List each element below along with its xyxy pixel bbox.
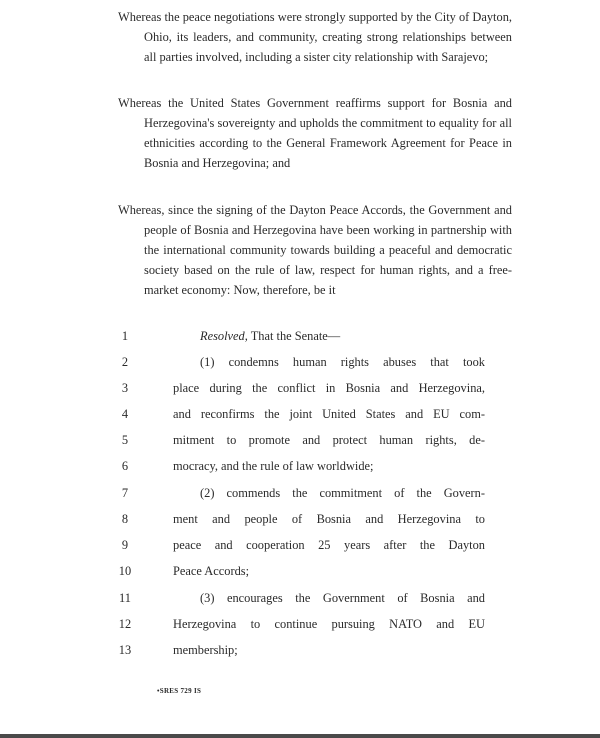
line-number: 5 (121, 433, 129, 447)
whereas-clause-partnership: Whereas, since the signing of the Dayton Peace Accords, the Government and people of Bosnia and Herzegovina have been working in partnership with the international community towards building a peaceful and democratic society based on the rule of law, respect for human rights, and a free-market economy: Now, therefore, be it (118, 203, 512, 297)
line-text: peace and cooperation 25 years after the Dayton (173, 538, 485, 552)
resolved-text: That the Senate— (250, 329, 341, 343)
line-text (200, 326, 485, 346)
line-text: Herzegovina to continue pursuing NATO and EU (173, 617, 485, 631)
line-number: 12 (118, 617, 132, 631)
resolution-line (0, 509, 600, 529)
resolution-line (0, 352, 600, 372)
line-number: 10 (118, 564, 132, 578)
line-text: (1) condemns human rights abuses that took (200, 355, 485, 369)
line-text: mocracy, and the rule of law worldwide; (173, 459, 374, 473)
resolution-line (0, 614, 600, 634)
resolution-line (0, 456, 600, 476)
line-text: membership; (173, 643, 238, 657)
line-text: (3) encourages the Government of Bosnia and (200, 591, 485, 605)
line-number: 6 (121, 459, 129, 473)
line-text: place during the conflict in Bosnia and Herzegovina, (173, 381, 485, 395)
line-number: 9 (121, 538, 129, 552)
line-number: 2 (121, 355, 129, 369)
resolution-line (0, 483, 600, 503)
resolution-line (0, 588, 600, 608)
line-number: 1 (121, 329, 129, 343)
line-text: mitment to promote and protect human rights, de- (173, 433, 485, 447)
resolution-line (0, 535, 600, 555)
line-number: 3 (121, 381, 129, 395)
line-number: 4 (121, 407, 129, 421)
document-footer-id: •SRES 729 IS (157, 687, 202, 695)
line-number: 13 (118, 643, 132, 657)
whereas-clause-dayton-support: Whereas the peace negotiations were strongly supported by the City of Dayton, Ohio, its leaders, and community, creating strong relationships between all parties involved, including a sister city relationship with Sarajevo; (118, 10, 512, 64)
resolution-line (0, 561, 600, 581)
page-bottom-edge (0, 734, 600, 738)
line-text: Peace Accords; (173, 564, 250, 578)
line-text: (2) commends the commitment of the Govern- (200, 486, 485, 500)
line-number: 11 (119, 591, 131, 605)
resolution-line (0, 326, 600, 346)
resolution-line (0, 430, 600, 450)
resolved-label: Resolved, (200, 329, 248, 343)
resolution-line (0, 378, 600, 398)
whereas-clause-sovereignty: Whereas the United States Government reaffirms support for Bosnia and Herzegovina's sovereignty and upholds the commitment to equality for all ethnicities according to the General Framework Agreement for Peace in Bosnia and Herzegovina; and (118, 96, 512, 170)
line-text: ment and people of Bosnia and Herzegovina to (173, 512, 485, 526)
resolution-line (0, 640, 600, 660)
line-text: and reconfirms the joint United States and EU com- (173, 407, 485, 421)
line-number: 8 (121, 512, 129, 526)
line-number: 7 (121, 486, 129, 500)
resolution-line (0, 404, 600, 424)
